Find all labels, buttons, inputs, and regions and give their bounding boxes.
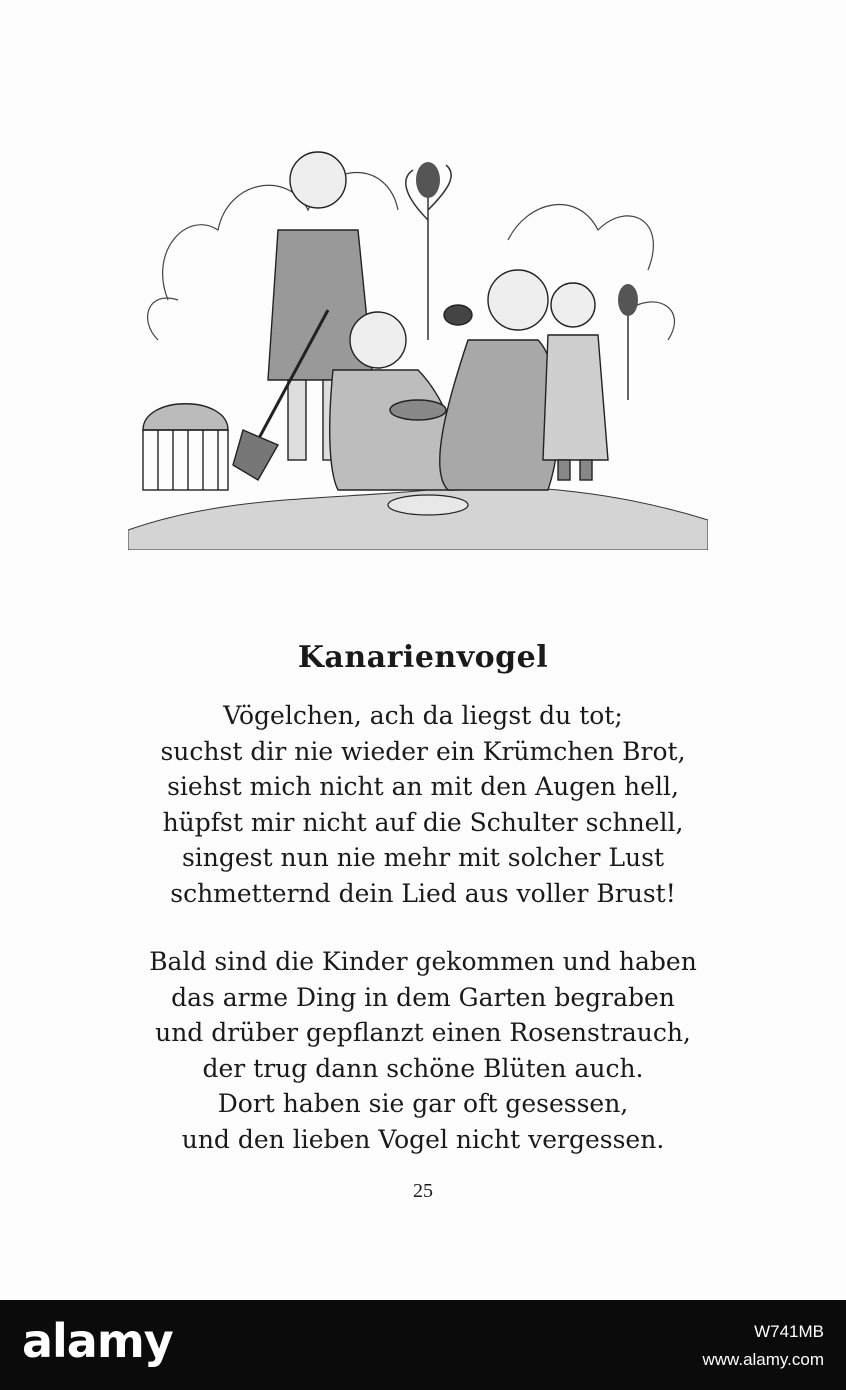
alamy-logo: alamy [22, 1314, 173, 1368]
poem-line: Bald sind die Kinder gekommen und haben [149, 947, 697, 976]
poem-line: schmetternd dein Lied aus voller Brust! [170, 878, 676, 908]
page-number: 25 [413, 1180, 433, 1202]
poem-line: und den lieben Vogel nicht vergessen. [181, 1124, 665, 1154]
image-id: W741MB [754, 1322, 824, 1341]
site-url: www.alamy.com [702, 1350, 824, 1369]
poem-line: das arme Ding in dem Garten begraben [171, 982, 675, 1012]
poem-line: siehst mich nicht an mit den Augen hell, [167, 772, 679, 801]
poem-line: Dort haben sie gar oft gesessen, [217, 1089, 629, 1118]
poem-title: Kanarienvogel [297, 640, 549, 675]
poem-line: und drüber gepflanzt einen Rosenstrauch, [155, 1018, 691, 1047]
stock-watermark-bar [0, 1300, 846, 1390]
poem-line: der trug dann schöne Blüten auch. [202, 1053, 644, 1083]
children-garden-illustration [128, 100, 708, 550]
poem-line: hüpfst mir nicht auf die Schulter schnell, [162, 807, 684, 837]
poem-stanza-2 [0, 944, 846, 1157]
poem-line: Vögelchen, ach da liegst du tot; [223, 701, 623, 730]
poem-line: suchst dir nie wieder ein Krümchen Brot, [160, 736, 686, 766]
poem-line: singest nun nie mehr mit solcher Lust [181, 843, 665, 872]
poem-stanza-1 [0, 698, 846, 911]
